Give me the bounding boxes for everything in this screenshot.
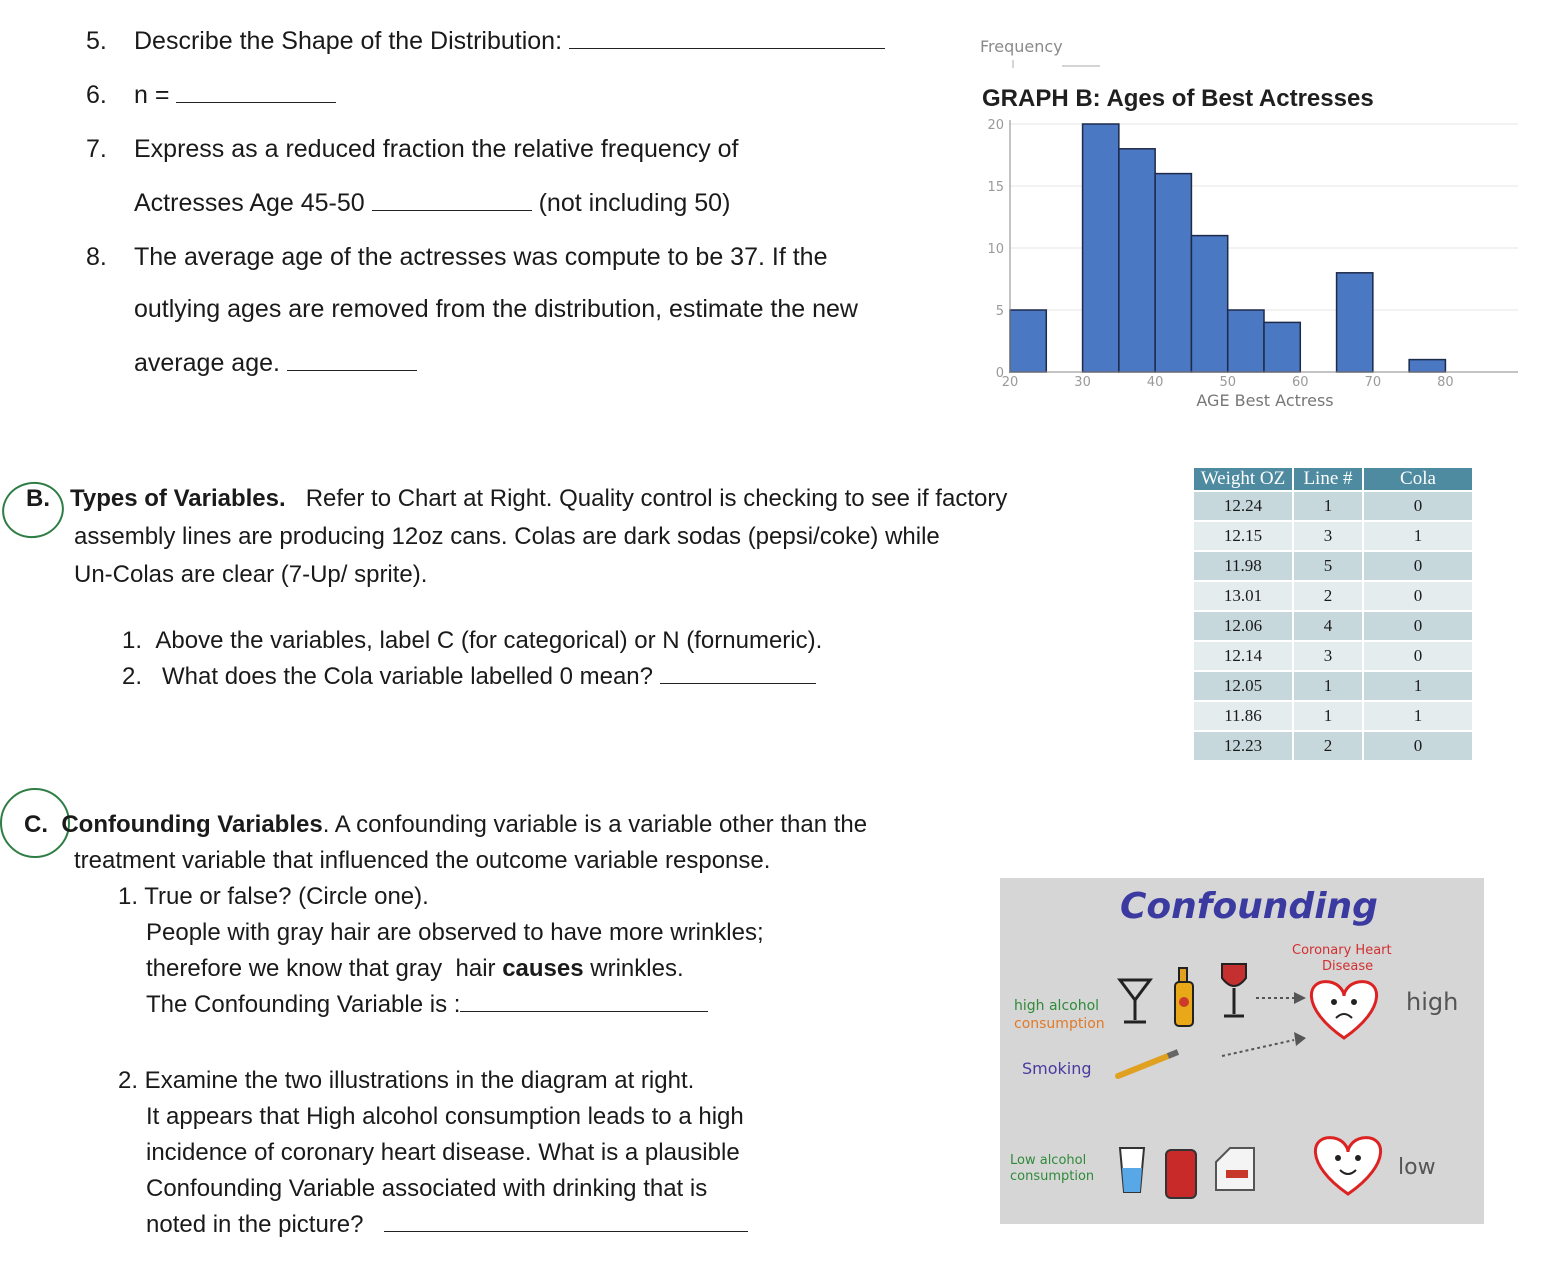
- question-text: The average age of the actresses was compute to be 37. If the: [134, 243, 828, 271]
- x-tick-label: 40: [1146, 375, 1164, 390]
- y-axis: [987, 118, 1010, 381]
- question-text: Express as a reduced fraction the relative frequency of: [134, 135, 739, 163]
- item-text: Above the variables, label C (for categorical) or N (fornumeric).: [155, 627, 823, 654]
- answer-blank[interactable]: [660, 665, 816, 684]
- table-cell: 0: [1364, 552, 1472, 580]
- column-header: Cola: [1364, 468, 1472, 490]
- table-row: [1194, 522, 1472, 550]
- x-tick-label: 70: [1364, 375, 1382, 390]
- emphasis-text: causes: [502, 955, 584, 982]
- table-row: [1194, 492, 1472, 520]
- x-tick-label: 60: [1292, 375, 1309, 390]
- table-row: [1194, 582, 1472, 610]
- x-tick-label: 50: [1219, 375, 1236, 390]
- answer-blank[interactable]: [176, 84, 336, 103]
- histogram-bar: [1191, 236, 1227, 372]
- section-c-line1: [24, 810, 867, 840]
- table-cell: 0: [1364, 492, 1472, 520]
- illustration-title: Confounding: [1120, 886, 1378, 927]
- table-cell: 3: [1294, 522, 1362, 550]
- table-cell: 0: [1364, 582, 1472, 610]
- x-tick-label: 20: [1001, 375, 1019, 390]
- section-b-line1: [26, 484, 1007, 514]
- low-alcohol-label: consumption: [1010, 1169, 1095, 1184]
- y-axis-label: Frequency: [980, 37, 1063, 56]
- histogram-bar: [1409, 360, 1445, 372]
- y-tick-label: 20: [987, 118, 1004, 133]
- table-cell: 12.24: [1194, 492, 1292, 520]
- histogram-bar: [1155, 174, 1191, 372]
- question-text: (not including 50): [538, 189, 731, 217]
- section-text: assembly lines are producing 12oz cans. Colas are dark sodas (pepsi/coke) while: [74, 523, 940, 550]
- histogram-bar: [1083, 124, 1119, 372]
- table-cell: 0: [1364, 612, 1472, 640]
- x-axis: [1002, 372, 1518, 390]
- column-header: Line #: [1294, 468, 1362, 490]
- chd-label: Disease: [1322, 959, 1374, 974]
- section-heading: Types of Variables.: [70, 485, 286, 512]
- chart-title: GRAPH B: Ages of Best Actresses: [982, 85, 1374, 112]
- section-b-item-1: [122, 626, 822, 656]
- histogram-chart: [960, 30, 1530, 420]
- cans-data-table: [1192, 466, 1474, 762]
- table-cell: 13.01: [1194, 582, 1292, 610]
- y-tick-label: 10: [987, 242, 1004, 257]
- item-1-line3: [146, 990, 708, 1020]
- section-text: Un-Colas are clear (7-Up/ sprite).: [74, 561, 428, 588]
- histogram-bar: [1119, 149, 1155, 372]
- table-cell: 1: [1364, 522, 1472, 550]
- histogram-bar: [1264, 322, 1300, 372]
- confounding-illustration: [1000, 878, 1484, 1224]
- item-number: 2.: [122, 663, 143, 690]
- question-text: Describe the Shape of the Distribution:: [134, 27, 563, 55]
- item-2-line5: [146, 1210, 748, 1240]
- histogram-bar: [1228, 310, 1264, 372]
- column-header: Weight OZ: [1194, 468, 1292, 490]
- item-title: 1. True or false? (Circle one).: [118, 883, 429, 910]
- question-7-line2: [134, 188, 730, 218]
- table-row: [1194, 552, 1472, 580]
- section-text: . A confounding variable is a variable other than the: [322, 811, 868, 838]
- question-number: 5.: [86, 27, 107, 55]
- question-6: [86, 80, 336, 110]
- table-cell: 12.15: [1194, 522, 1292, 550]
- section-text: treatment variable that influenced the outcome variable response.: [74, 847, 771, 874]
- water-glass-icon: [1120, 1148, 1144, 1192]
- table-cell: 1: [1294, 702, 1362, 730]
- x-tick-label: 80: [1437, 375, 1454, 390]
- low-alcohol-label: Low alcohol: [1010, 1153, 1087, 1168]
- table-cell: 12.06: [1194, 612, 1292, 640]
- table-cell: 0: [1364, 732, 1472, 760]
- table-cell: 12.14: [1194, 642, 1292, 670]
- soda-can-icon: [1166, 1150, 1196, 1198]
- item-text: incidence of coronary heart disease. What is a plausible: [146, 1139, 740, 1166]
- item-text: wrinkles.: [583, 955, 684, 982]
- answer-blank[interactable]: [287, 352, 417, 371]
- item-text: It appears that High alcohol consumption leads to a high: [146, 1103, 744, 1130]
- question-7: [86, 134, 739, 164]
- table-cell: 12.05: [1194, 672, 1292, 700]
- table-cell: 12.23: [1194, 732, 1292, 760]
- histogram-bar: [1010, 310, 1046, 372]
- question-5: [86, 26, 885, 56]
- low-label: low: [1398, 1155, 1436, 1180]
- table-cell: 1: [1294, 492, 1362, 520]
- table-cell: 4: [1294, 612, 1362, 640]
- answer-blank[interactable]: [372, 192, 532, 211]
- table-row: [1194, 612, 1472, 640]
- item-text: What does the Cola variable labelled 0 mean?: [155, 663, 653, 690]
- item-number: 1.: [122, 627, 143, 654]
- question-number: 7.: [86, 135, 107, 163]
- table-row: [1194, 642, 1472, 670]
- question-text: average age.: [134, 349, 280, 377]
- smoking-label: Smoking: [1022, 1059, 1092, 1078]
- section-heading: Confounding Variables: [61, 811, 323, 838]
- question-text: n =: [134, 81, 170, 109]
- item-text: therefore we know that gray hair: [146, 955, 503, 982]
- table-cell: 2: [1294, 582, 1362, 610]
- table-cell: 1: [1364, 672, 1472, 700]
- high-alcohol-label: consumption: [1014, 1016, 1105, 1032]
- item-text: The Confounding Variable is :: [146, 991, 461, 1018]
- high-label: high: [1406, 988, 1459, 1016]
- high-alcohol-label: high alcohol: [1014, 998, 1100, 1014]
- item-text: noted in the picture?: [146, 1211, 364, 1238]
- table-row: [1194, 732, 1472, 760]
- x-tick-label: 30: [1074, 375, 1091, 390]
- section-b-item-2: [122, 662, 816, 692]
- item-text: People with gray hair are observed to have more wrinkles;: [146, 919, 764, 946]
- question-text: Actresses Age 45-50: [134, 189, 365, 217]
- table-cell: 11.86: [1194, 702, 1292, 730]
- y-tick-label: 5: [995, 304, 1004, 319]
- answer-blank[interactable]: [569, 30, 885, 49]
- item-1-line2: [146, 954, 684, 984]
- section-letter: C.: [24, 811, 48, 838]
- x-axis-label: AGE Best Actress: [1196, 391, 1334, 410]
- answer-blank[interactable]: [384, 1213, 748, 1232]
- table-cell: 2: [1294, 732, 1362, 760]
- question-8-line3: [134, 348, 417, 378]
- question-number: 8.: [86, 243, 107, 271]
- table-cell: 1: [1294, 672, 1362, 700]
- y-tick-label: 0: [995, 366, 1004, 381]
- section-text: Refer to Chart at Right. Quality control is checking to see if factory: [305, 485, 1008, 512]
- answer-blank[interactable]: [460, 993, 708, 1012]
- item-text: 2. Examine the two illustrations in the diagram at right.: [118, 1067, 695, 1094]
- table-cell: 5: [1294, 552, 1362, 580]
- question-text: outlying ages are removed from the distribution, estimate the new: [134, 295, 858, 323]
- question-8: [86, 242, 827, 272]
- item-text: Confounding Variable associated with drinking that is: [146, 1175, 708, 1202]
- table-cell: 11.98: [1194, 552, 1292, 580]
- y-tick-label: 15: [987, 180, 1004, 195]
- table-cell: 0: [1364, 642, 1472, 670]
- table-cell: 1: [1364, 702, 1472, 730]
- table-row: [1194, 702, 1472, 730]
- chd-label: Coronary Heart: [1292, 943, 1392, 958]
- histogram-bar: [1337, 273, 1373, 372]
- question-number: 6.: [86, 81, 107, 109]
- table-row: [1194, 672, 1472, 700]
- section-letter: B.: [26, 485, 50, 512]
- table-cell: 3: [1294, 642, 1362, 670]
